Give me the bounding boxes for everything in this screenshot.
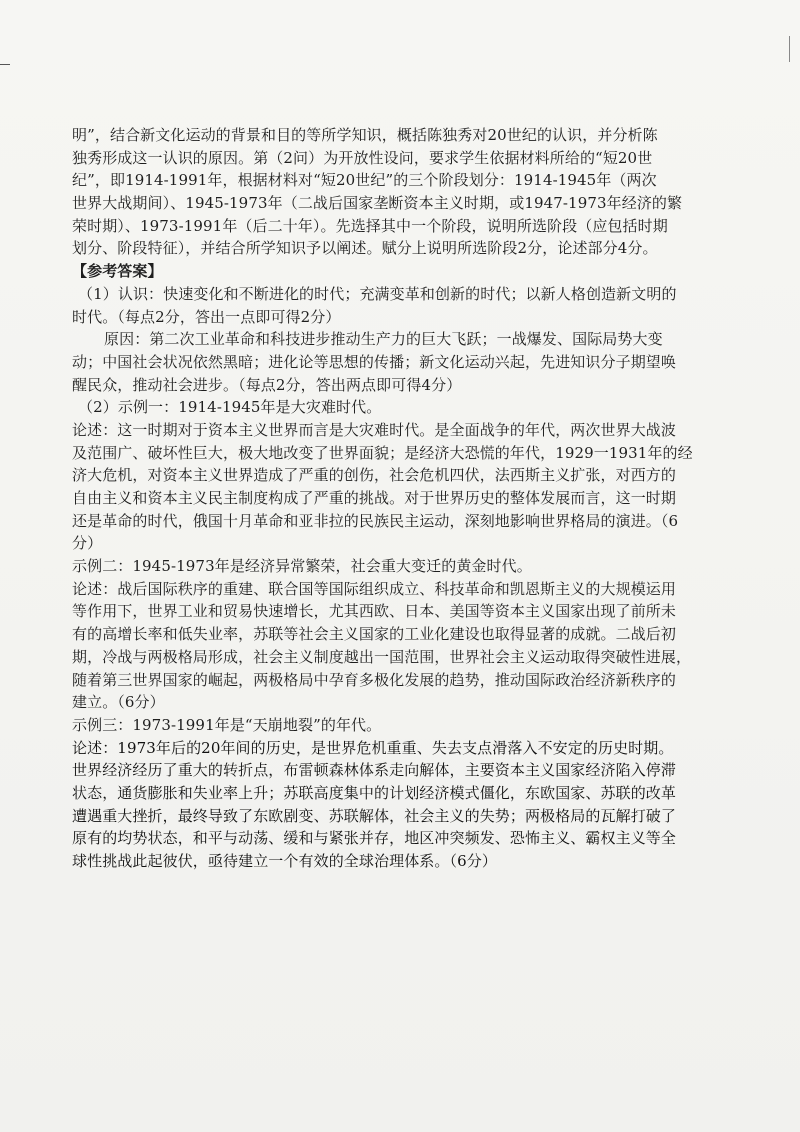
text-line: 划分、阶段特征），并结合所学知识予以阐述。赋分上说明所选阶段2分，论述部分4分。	[72, 239, 658, 258]
scan-edge-mark-right	[789, 36, 790, 62]
text-line: 随着第三世界国家的崛起，两极格局中孕育多极化发展的趋势，推动国际政治经济新秩序的	[72, 670, 677, 689]
text-line: （1）认识：快速变化和不断进化的时代；充满变革和创新的时代；以新人格创造新文明的	[78, 284, 677, 303]
text-line: 等作用下，世界工业和贸易快速增长，尤其西欧、日本、美国等资本主义国家出现了前所未	[72, 602, 677, 621]
text-line: 世界经济经历了重大的转折点，布雷顿森林体系走向解体，主要资本主义国家经济陷入停滞	[72, 761, 677, 780]
text-line: 论述：这一时期对于资本主义世界而言是大灾难时代。是全面战争的年代，两次世界大战波	[72, 420, 677, 439]
text-line: 动；中国社会状况依然黑暗；进化论等思想的传播；新文化运动兴起，先进知识分子期望唤	[72, 352, 677, 371]
text-line: 分）	[72, 534, 103, 553]
text-line: 原因：第二次工业革命和科技进步推动生产力的巨大飞跃；一战爆发、国际局势大变	[104, 330, 663, 349]
text-line: 球性挑战此起彼伏，亟待建立一个有效的全球治理体系。（6分）	[72, 852, 497, 870]
text-line: 时代。（每点2分，答出一点即可得2分）	[72, 307, 341, 326]
text-line: 及范围广、破坏性巨大，极大地改变了世界面貌；是经济大恐慌的年代，1929一1931年的经	[72, 443, 693, 462]
document-body	[72, 124, 738, 873]
text-line: 济大危机，对资本主义世界造成了严重的创伤，社会危机四伏，法西斯主义扩张，对西方的	[72, 466, 677, 485]
text-line: 论述：战后国际秩序的重建、联合国等国际组织成立、科技革命和凯恩斯主义的大规模运用	[72, 579, 677, 598]
text-line: 示例二：1945-1973年是经济异常繁荣，社会重大变迁的黄金时代。	[72, 557, 532, 576]
text-line: 状态，通货膨胀和失业率上升；苏联高度集中的计划经济模式僵化，东欧国家、苏联的改革	[72, 783, 677, 802]
text-line: 明”，结合新文化运动的背景和目的等所学知识，概括陈独秀对20世纪的认识，并分析陈	[72, 126, 658, 144]
text-line: 醒民众，推动社会进步。（每点2分，答出两点即可得4分）	[72, 375, 462, 394]
text-line: 荣时期）、1973-1991年（后二十年）。先选择其中一个阶段，说明所选阶段（应包括时期	[72, 216, 668, 235]
scan-edge-mark	[0, 64, 10, 65]
text-line: 自由主义和资本主义民主制度构成了严重的挑战。对于世界历史的整体发展而言，这一时期	[72, 489, 677, 507]
text-line: 建立。（6分）	[72, 693, 165, 712]
reference-answer-heading: 【参考答案】	[72, 262, 163, 281]
text-line: 原有的均势状态，和平与动荡、缓和与紧张并存，地区冲突频发、恐怖主义、霸权主义等全	[72, 829, 677, 848]
text-line: 遭遇重大挫折，最终导致了东欧剧变、苏联解体，社会主义的失势；两极格局的瓦解打破了	[72, 806, 677, 825]
text-line: 论述：1973年后的20年间的历史，是世界危机重重、失去支点滑落入不安定的历史时期。	[72, 738, 674, 757]
text-line: 世界大战期间）、1945-1973年（二战后国家垄断资本主义时期，或1947-1973年经济的繁	[72, 194, 683, 213]
text-line: 纪”，即1914-1991年，根据材料对“短20世纪”的三个阶段划分：1914-1945年（两次	[72, 171, 657, 190]
text-line: 期，冷战与两极格局形成，社会主义制度越出一国范围，世界社会主义运动取得突破性进展，	[72, 647, 692, 666]
text-line: 有的高增长率和低失业率，苏联等社会主义国家的工业化建设也取得显著的成就。二战后初	[72, 625, 677, 644]
text-line: 独秀形成这一认识的原因。第（2问）为开放性设问，要求学生依据材料所给的“短20世	[72, 148, 653, 167]
text-line: 还是革命的时代，俄国十月革命和亚非拉的民族民主运动，深刻地影响世界格局的演进。（6	[72, 511, 679, 530]
text-line: 示例三：1973-1991年是“天崩地裂”的年代。	[72, 715, 382, 734]
text-line: （2）示例一：1914-1945年是大灾难时代。	[78, 398, 382, 417]
